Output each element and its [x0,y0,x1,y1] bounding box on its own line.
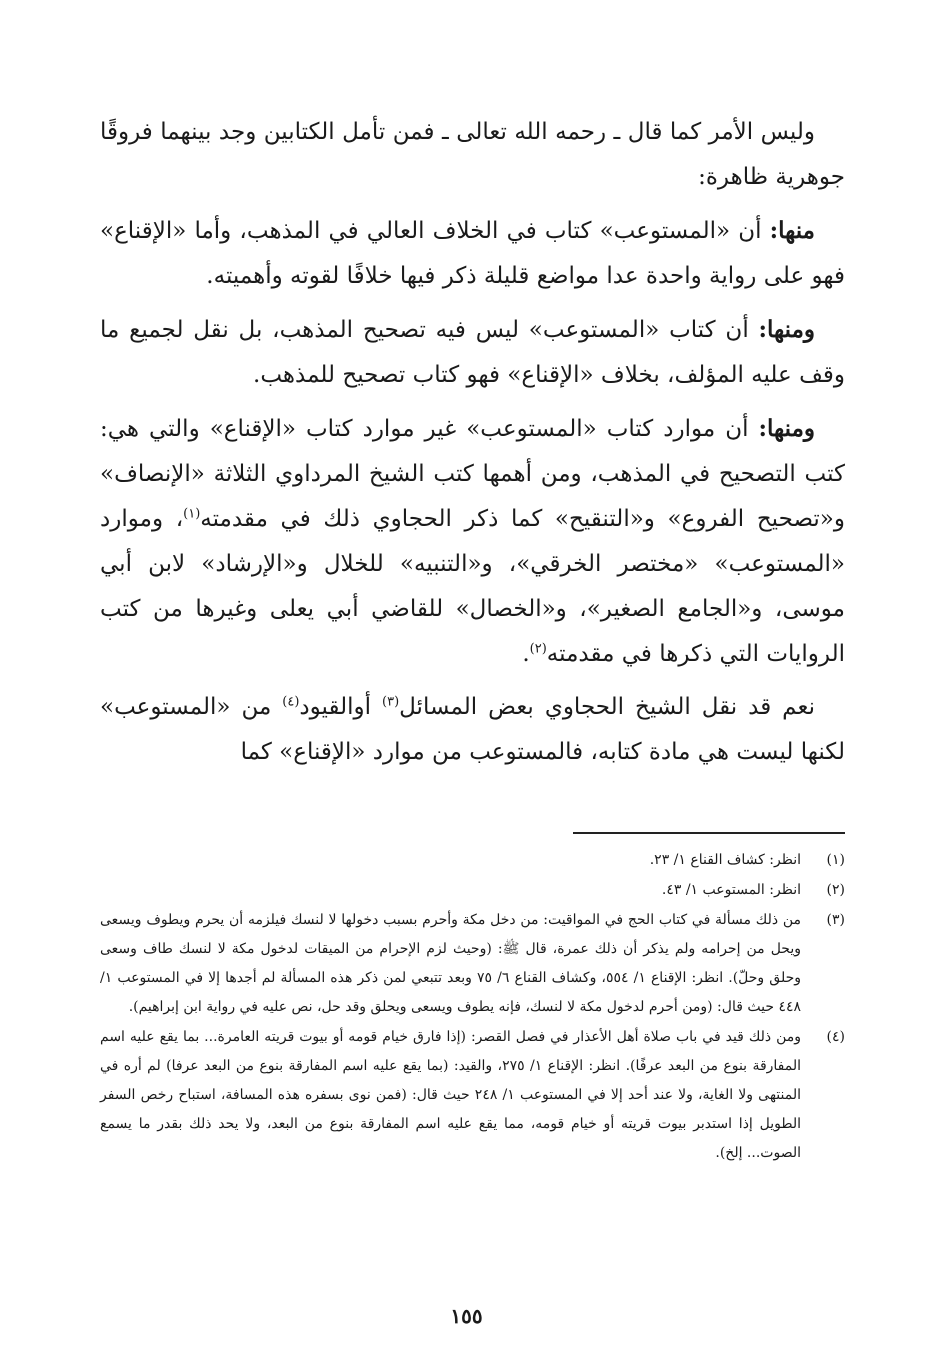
paragraph-1 [100,110,845,200]
paragraph-4-text-a: أن موارد كتاب «المستوعب» غير موارد كتاب «الإقناع» والتي هي: كتب التصحيح في المذهب، ومن أهمها كتب الشيخ المرداوي الثلاثة «الإنصاف» و«تصحيح الفروع» و«التنقيح» كما ذكر الحجاوي ذلك في مقدمته [100,416,845,532]
footnote-number: (٣) [826,912,845,928]
paragraph-5 [100,685,845,775]
footnote-text: انظر: المستوعب ١/ ٤٣. [661,882,801,898]
footnote-number: (٤) [826,1029,845,1045]
footnote-ref-4[interactable]: (٤) [282,694,300,710]
footnote-ref-2[interactable]: (٢) [529,641,547,657]
footnote-separator [573,832,845,834]
footnote-1 [100,846,845,875]
footnote-ref-3[interactable]: (٣) [382,694,400,710]
paragraph-4-lead: ومنها: [758,415,815,442]
paragraph-5-text-c: من «المستوعب» لكنها ليست هي مادة كتابه، فالمستوعب من موارد «الإقناع» كما [100,694,845,765]
paragraph-3-lead: ومنها: [758,316,815,343]
footnote-number: (٢) [826,882,845,898]
paragraph-5-text-b: أوالقيود [299,694,382,720]
paragraph-2-text: أن «المستوعب» كتاب في الخلاف العالي في المذهب، وأما «الإقناع» فهو على رواية واحدة عدا مواضع قليلة ذكر فيها خلافًا لقوته وأهميته. [100,218,845,289]
footnote-text: من ذلك مسألة في كتاب الحج في المواقيت: من دخل مكة وأحرم بسبب دخولها لا لنسك فيلزمه أن يحرم ويطوف ويسعى ويحل من إحرامه ولم يذكر أن ذلك عمرة، قال ﷺ: (وحيث لزم الإحرام من الميقات لدخول مكة لا لنسك طاف وسعى وحلق وحلّ). انظر: الإقناع ١/ ٥٥٤، وكشاف القناع ٦/ ٧٥ وبعد تتبعي لمن ذكر هذه المسألة لم أجدها إلا في المستوعب ١/ ٤٤٨ حيث قال: (ومن أحرم لدخول مكة لا لنسك، فإنه يطوف ويسعى ويحلق وقد حل، نص عليه في رواية ابن إبراهيم). [100,912,801,1015]
footnote-2 [100,876,845,905]
footnote-text: انظر: كشاف القناع ١/ ٢٣. [649,852,801,868]
paragraph-3-text: أن كتاب «المستوعب» ليس فيه تصحيح المذهب، بل نقل لجميع ما وقف عليه المؤلف، بخلاف «الإقناع» فهو كتاب تصحيح للمذهب. [100,317,845,388]
footnote-ref-1[interactable]: (١) [183,506,201,522]
paragraph-4-text-b: ، وموارد «المستوعب» «مختصر الخرقي»، و«التنبيه» للخلال و«الإرشاد» لابن أبي موسى، و«الجامع الصغير»، و«الخصال» للقاضي أبي يعلى وغيرها من كتب الروايات التي ذكرها في مقدمته [100,506,845,667]
footnote-4 [100,1023,845,1168]
footnote-3 [100,906,845,1022]
footnote-number: (١) [826,852,845,868]
paragraph-1-text: وليس الأمر كما قال ـ رحمه الله تعالى ـ فمن تأمل الكتابين وجد بينهما فروقًا جوهرية ظاهرة: [100,119,845,190]
footnotes [100,846,845,1169]
paragraph-2 [100,208,845,299]
paragraph-3 [100,307,845,398]
footnote-text: ومن ذلك قيد في باب صلاة أهل الأعذار في فصل القصر: (إذا فارق خيام قومه أو بيوت قريته العامرة... بما يقع عليه اسم المفارقة بنوع من البعد عرفًا). انظر: الإقناع ١/ ٢٧٥، والقيد: (بما يقع عليه اسم المفارقة بنوع من البعد عرفا) لم أره في المنتهى ولا الغاية، ولا عند أحد إلا في المستوعب ١/ ٢٤٨ حيث قال: (فمن نوى بسفره هذه المسافة، استباح رخص السفر الطويل إذا استدبر بيوت قريته أو خيام قومه، مما يقع عليه اسم المفارقة بنوع من البعد، ولا يحد ذلك بقدر ما يسمع الصوت... إلخ). [100,1029,802,1161]
page-number: ١٥٥ [450,1304,483,1328]
paragraph-4-text-c: . [522,641,530,667]
paragraph-4 [100,406,845,677]
paragraph-2-lead: منها: [769,217,815,244]
paragraph-5-text-a: نعم قد نقل الشيخ الحجاوي بعض المسائل [399,694,815,720]
main-text [100,110,845,783]
